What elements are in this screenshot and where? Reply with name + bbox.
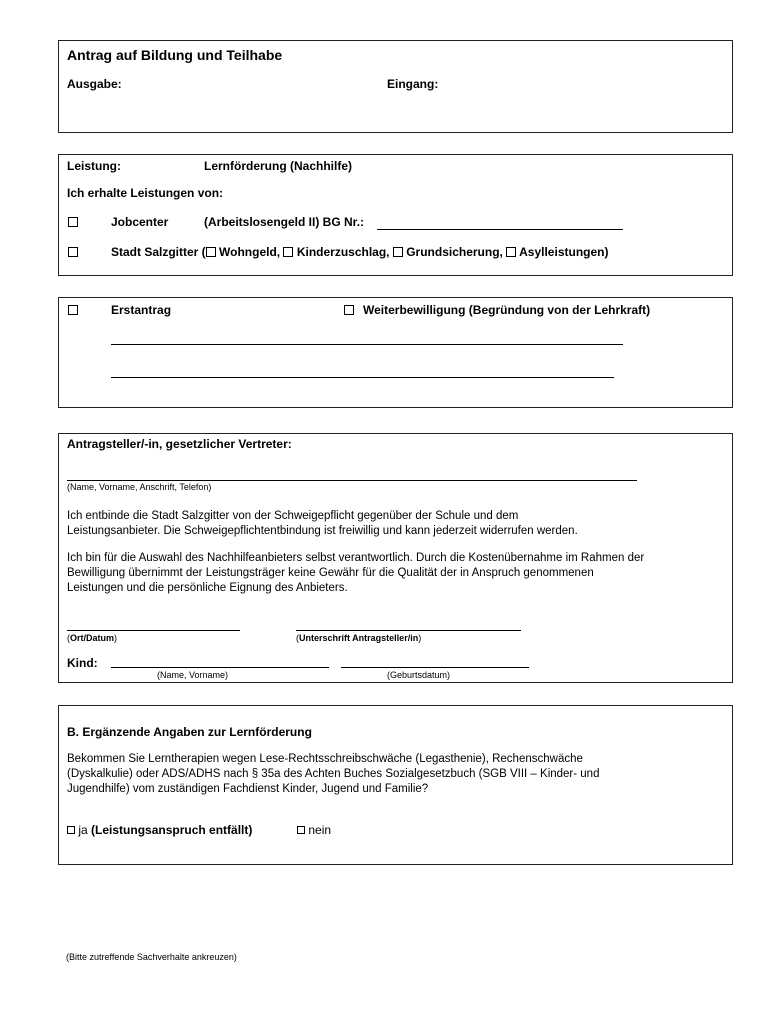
question-line: (Dyskalkulie) oder ADS/ADHS nach § 35a des Achten Buches Sozialgesetzbuch (SGB VIII – Kinder- und	[67, 768, 600, 780]
unterschrift-hint: (Unterschrift Antragsteller/in)	[296, 633, 422, 643]
leistung-value: Lernförderung (Nachhilfe)	[204, 159, 353, 173]
asyl-checkbox[interactable]	[506, 247, 516, 257]
erstantrag-checkbox[interactable]	[68, 305, 78, 315]
ort-datum-line[interactable]	[67, 630, 240, 631]
ort-datum-hint: (Ort/Datum)	[67, 633, 118, 643]
wohngeld-checkbox[interactable]	[206, 247, 216, 257]
header-box	[58, 40, 733, 133]
section-b-box	[58, 705, 733, 865]
unterschrift-line[interactable]	[296, 630, 521, 631]
kinderzuschlag-checkbox[interactable]	[283, 247, 293, 257]
grundsicherung-checkbox[interactable]	[393, 247, 403, 257]
ort-datum-text: Ort/Datum	[70, 633, 115, 643]
receive-label: Ich erhalte Leistungen von:	[67, 186, 224, 200]
antragsteller-box	[58, 433, 733, 683]
jobcenter-checkbox[interactable]	[68, 217, 78, 227]
nein-option	[297, 823, 331, 837]
kind-geb-hint: (Geburtsdatum)	[387, 670, 451, 680]
stadt-options	[111, 245, 608, 259]
para2-line: Leistungen und die persönliche Eignung des Anbieters.	[67, 582, 348, 594]
schweigepflicht-paragraph	[67, 509, 727, 539]
kind-geb-line[interactable]	[341, 667, 529, 668]
nein-label: nein	[308, 823, 332, 837]
section-b-title: B. Ergänzende Angaben zur Lernförderung	[67, 725, 312, 739]
erstantrag-label: Erstantrag	[111, 303, 172, 317]
para1-line: Leistungsanbieter. Die Schweigepflichtentbindung ist freiwillig und kann jederzeit widerrufen werden.	[67, 525, 578, 537]
antrag-type-box	[58, 297, 733, 408]
name-hint: (Name, Vorname, Anschrift, Telefon)	[67, 482, 212, 492]
antragsteller-title: Antragsteller/-in, gesetzlicher Vertreter:	[67, 437, 292, 451]
ja-checkbox[interactable]	[67, 826, 75, 834]
ja-bold-label: (Leistungsanspruch entfällt)	[91, 823, 253, 837]
section-b-question	[67, 752, 727, 797]
leistung-box	[58, 154, 733, 276]
jobcenter-label: Jobcenter	[111, 215, 169, 229]
weiterbewilligung-label: Weiterbewilligung (Begründung von der Lehrkraft)	[363, 303, 651, 317]
wohngeld-label: Wohngeld,	[219, 245, 281, 259]
nein-checkbox[interactable]	[297, 826, 305, 834]
bg-nr-input-line[interactable]	[377, 229, 623, 230]
stadt-checkbox[interactable]	[68, 247, 78, 257]
para2-line: Bewilligung übernimmt der Leistungsträger keine Gewähr für die Qualität der in Anspruch genommenen	[67, 567, 594, 579]
kind-label: Kind:	[67, 656, 98, 670]
eingang-label: Eingang:	[387, 77, 439, 91]
ausgabe-label: Ausgabe:	[67, 77, 122, 91]
begruendung-line-1[interactable]	[111, 344, 623, 345]
stadt-prefix: Stadt Salzgitter (	[111, 245, 206, 259]
verantwortung-paragraph	[67, 551, 727, 596]
para1-line: Ich entbinde die Stadt Salzgitter von der Schweigepflicht gegenüber der Schule und dem	[67, 510, 519, 522]
antragsteller-name-line[interactable]	[67, 480, 637, 481]
question-line: Bekommen Sie Lerntherapien wegen Lese-Rechtsschreibschwäche (Legasthenie), Rechenschwäche	[67, 753, 583, 765]
leistung-label: Leistung:	[67, 159, 121, 173]
grundsicherung-label: Grundsicherung,	[406, 245, 503, 259]
jobcenter-detail: (Arbeitslosengeld II) BG Nr.:	[204, 215, 365, 229]
begruendung-line-2[interactable]	[111, 377, 614, 378]
form-title: Antrag auf Bildung und Teilhabe	[67, 47, 283, 63]
question-line: Jugendhilfe) vom zuständigen Fachdienst Kinder, Jugend und Familie?	[67, 783, 429, 795]
para2-line: Ich bin für die Auswahl des Nachhilfeanbieters selbst verantwortlich. Durch die Kostenübernahme im Rahmen der	[67, 552, 645, 564]
ja-option	[67, 823, 252, 837]
asyl-label: Asylleistungen)	[519, 245, 609, 259]
kinderzuschlag-label: Kinderzuschlag,	[296, 245, 390, 259]
unterschrift-text: Unterschrift Antragsteller/in	[299, 633, 419, 643]
kind-name-line[interactable]	[111, 667, 329, 668]
ja-label: ja	[78, 823, 88, 837]
weiterbewilligung-checkbox[interactable]	[344, 305, 354, 315]
kind-name-hint: (Name, Vorname)	[157, 670, 229, 680]
footer-note: (Bitte zutreffende Sachverhalte ankreuzen)	[66, 952, 237, 962]
